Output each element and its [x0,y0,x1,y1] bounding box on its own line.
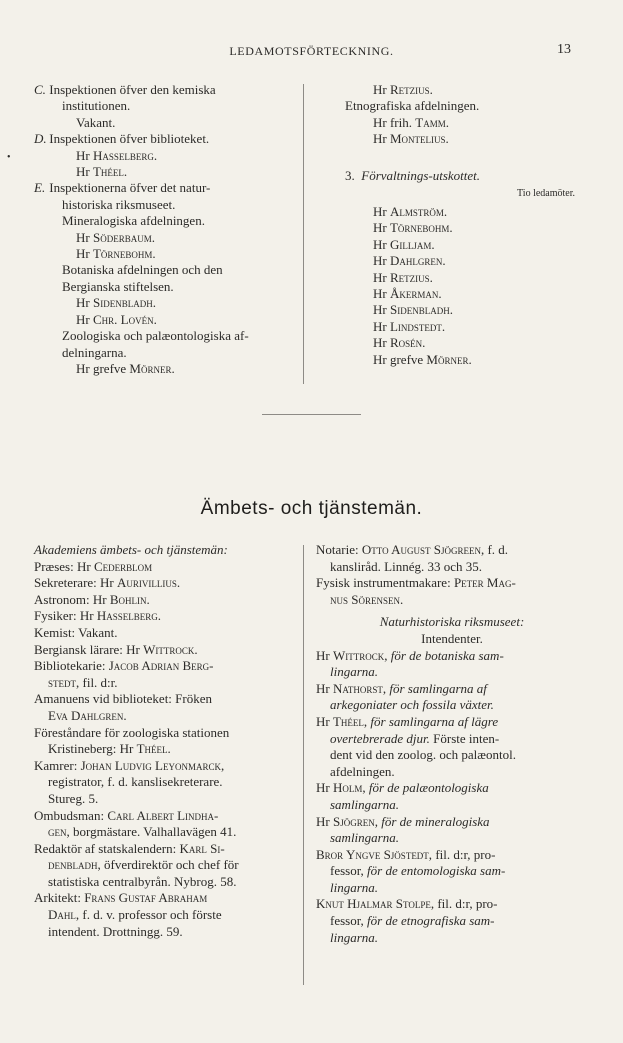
bottom-right-column: Notarie: Otto August Sjögreen, f. d. kansliråd. Linnég. 33 och 35. Fysisk instrumentmakare: Peter Mag- nus Sörensen. Naturhistoriska riksmuseet: Intendenter. Hr Wittrock, för de botaniska sam- lingarna. Hr Nathorst, för samlingarna af arkegoniater och fossila växter. Hr Théel, för samlingarna af lägre overtebrerade djur. Förste inten- dent vid den zoolog. och palæontol. afdelningen. Hr Holm, för de palæontologiska samlingarna. Hr Sjögren, för de mineralogiska samlingarna. Bror Yngve Sjöstedt, fil. d:r, pro- fessor, för de entomologiska sam- lingarna. Knut Hjalmar Stolpe, fil. d:r, pro- fessor, för de etnografiska sam- lingarna. [316,542,588,946]
list-item: Hr Wittrock, för de botaniska sam- [316,647,504,663]
subsection-title: Etnografiska afdelningen. [345,98,480,114]
list-item: Arkitekt: Frans Gustaf Abraham [34,890,208,906]
list-item: Hr Söderbaum. [76,229,155,245]
committee-member: Hr Gilljam. [373,236,435,252]
list-item: Bergiansk lärare: Hr Wittrock. [34,641,198,657]
list-item: Hr Théel, för samlingarna af lägre [316,713,499,729]
list-item: Fysiker: Hr Hasselberg. [34,608,161,624]
committee-list [345,204,585,368]
subsection-title: Naturhistoriska riksmuseet: [379,614,525,630]
subsection-title: Zoologiska och palæontologiska af- [62,328,249,344]
margin-mark: • [7,152,11,163]
inspection-e: E. Inspektionerna öfver det natur- [34,180,211,196]
committee-member: Hr Lindstedt. [373,318,446,334]
list-item: Hr Holm, för de palæontologiska [316,780,489,796]
committee-member: Hr Törnebohm. [373,220,453,236]
committee-member: Hr Retzius. [373,269,433,285]
running-head: LEDAMOTSFÖRTECKNING. [229,44,394,58]
list-item: Astronom: Hr Bohlin. [34,591,150,607]
committee-member: Hr grefve Mörner. [373,351,472,367]
committee-member: Hr Åkerman. [373,286,442,302]
list-item: Hr Montelius. [373,131,449,147]
list-item: Bror Yngve Sjöstedt, fil. d:r, pro- [316,846,496,862]
list-item: Fysisk instrumentmakare: Peter Mag- [316,575,516,591]
list-item: Hr Retzius. [373,82,433,97]
committee-title: 3. Förvaltnings-utskottet. [345,167,481,183]
list-item: Bibliotekarie: Jacob Adrian Berg- [34,658,214,674]
list-item: Hr Sjögren, för de mineralogiska [316,813,490,829]
section-heading: Ämbets- och tjänstemän. [200,498,423,519]
page-header [0,44,623,64]
column-divider-bottom [303,545,304,985]
list-item: Præses: Hr Cederblom [34,558,153,574]
list-item: Hr Sidenbladh. [76,295,156,311]
list-item: Hr Chr. Lovén. [76,311,157,327]
list-item: Hr Törnebohm. [76,246,156,262]
list-item: Hr Théel. [76,164,128,180]
inspection-d: D. Inspektionen öfver biblioteket. [34,131,210,147]
column-divider-top [303,84,304,384]
list-item: Kamrer: Johan Ludvig Leyonmarck, [34,757,225,773]
list-item: Hr Nathorst, för samlingarna af [316,680,487,696]
page-number: 13 [557,42,571,57]
list-item: Knut Hjalmar Stolpe, fil. d:r, pro- [316,896,498,912]
subsection-title: Botaniska afdelningen och den [62,262,223,278]
list-item: Föreståndare för zoologiska stationen [34,724,230,740]
inspection-c: C. Inspektionen öfver den kemiska [34,82,216,97]
subsection-subtitle: Intendenter. [421,630,483,646]
top-left-column: C. Inspektionen öfver den kemiska institutionen. Vakant. D. Inspektionen öfver biblioteket. Hr Hasselberg. Hr Théel. E. Inspektionerna öfver det natur- historiska riksmuseet. Mineralogiska afdelningen. Hr Söderbaum. Hr Törnebohm. Botaniska afdelningen och den Bergianska stiftelsen. Hr Sidenbladh. Hr Chr. Lovén. Zoologiska och palæontologiska af- delningarna. Hr grefve Mörner. [34,82,292,377]
list-item: Sekreterare: Hr Aurivillius. [34,575,181,591]
list-item: Amanuens vid biblioteket: Fröken [34,691,213,707]
committee-member: Hr Rosén. [373,335,426,351]
bottom-left-column: Akademiens ämbets- och tjänstemän: Præses: Hr Cederblom Sekreterare: Hr Aurivillius. Astronom: Hr Bohlin. Fysiker: Hr Hasselberg. Kemist: Vakant. Bergiansk lärare: Hr Wittrock. Bibliotekarie: Jacob Adrian Berg- stedt, fil. d:r. Amanuens vid biblioteket: Fröken Eva Dahlgren. Föreståndare för zoologiska stationen Kristineberg: Hr Théel. Kamrer: Johan Ludvig Leyonmarck, registrator, f. d. kanslisekreterare. Stureg. 5. Ombudsman: Carl Albert Lindha- gen, borgmästare. Valhallavägen 41. Redaktör af statskalendern: Karl Si- denbladh, öfverdirektör och chef för statistiska centralbyrån. Nybrog. 58. Arkitekt: Frans Gustaf Abraham Dahl, f. d. v. professor och förste intendent. Drottningg. 59. [34,542,292,940]
subsection-title: Mineralogiska afdelningen. [62,213,205,229]
top-right-column [345,82,585,368]
list-item: Kemist: Vakant. [34,624,118,640]
committee-member: Hr Dahlgren. [373,253,446,269]
subsection-title: Akademiens ämbets- och tjänstemän: [34,542,228,557]
committee-member: Hr Almström. [373,204,448,220]
committee-note: Tio ledamöter. [517,188,575,200]
list-item: Hr grefve Mörner. [76,360,175,376]
section-rule [262,414,361,415]
committee-member: Hr Sidenbladh. [373,302,453,318]
list-item: Ombudsman: Carl Albert Lindha- [34,807,219,823]
list-item: Redaktör af statskalendern: Karl Si- [34,840,225,856]
list-item: Notarie: Otto August Sjögreen, f. d. [316,542,509,557]
list-item: Hr Hasselberg. [76,147,158,163]
list-item: Hr frih. Tamm. [373,114,449,130]
